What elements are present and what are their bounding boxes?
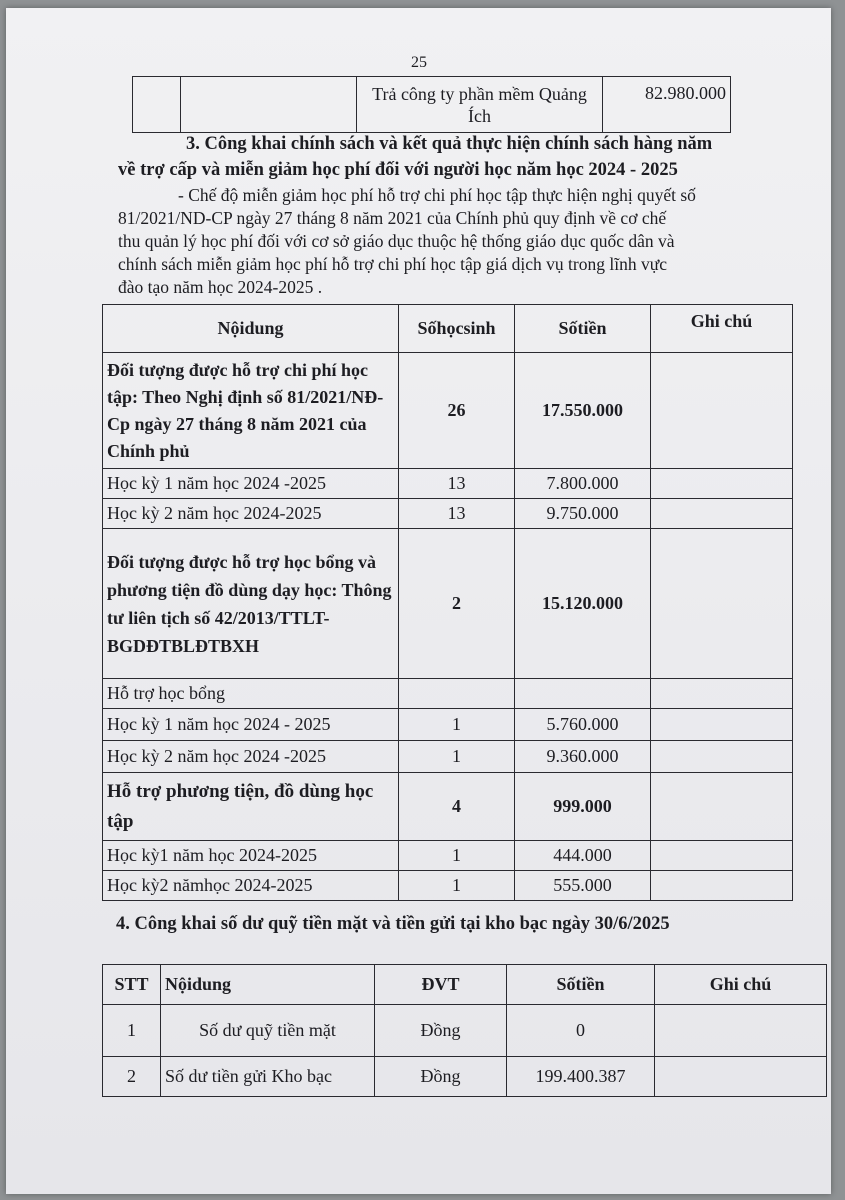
row-students: 4	[399, 773, 515, 841]
row-content: Hỗ trợ phương tiện, đồ dùng học tập	[103, 773, 399, 841]
table-row	[103, 679, 793, 709]
table-row	[103, 709, 793, 741]
document-page	[6, 8, 831, 1194]
table-row	[103, 841, 793, 871]
cash-balance-table	[102, 964, 827, 1097]
row-amount: 17.550.000	[515, 353, 651, 469]
row-amount	[515, 679, 651, 709]
section4-heading: 4. Công khai số dư quỹ tiền mặt và tiền gửi tại kho bạc ngày 30/6/2025	[116, 914, 670, 934]
table-row	[103, 353, 793, 469]
header-content: Nộidung	[103, 305, 399, 353]
row-content: Đối tượng được hỗ trợ học bổng và phương tiện đồ dùng dạy học: Thông tư liên tịch số 42/2013/TTLT-BGDĐTBLĐTBXH	[103, 529, 399, 679]
row-note	[651, 499, 793, 529]
support-table	[102, 304, 793, 901]
header-students: Sốhọcsinh	[399, 305, 515, 353]
row-note	[651, 679, 793, 709]
table-cell	[181, 77, 357, 133]
table-header-row	[103, 965, 827, 1005]
table-header-row	[103, 305, 793, 353]
row-note	[655, 1057, 827, 1097]
row-content: Học kỳ1 năm học 2024-2025	[103, 841, 399, 871]
row-stt: 2	[103, 1057, 161, 1097]
header-unit: ĐVT	[375, 965, 507, 1005]
row-note	[651, 353, 793, 469]
table-row	[133, 77, 731, 133]
row-content: Số dư tiền gửi Kho bạc	[161, 1057, 375, 1097]
table-row	[103, 469, 793, 499]
row-content: Hỗ trợ học bổng	[103, 679, 399, 709]
row-note	[651, 469, 793, 499]
row-students: 1	[399, 709, 515, 741]
row-amount: 555.000	[515, 871, 651, 901]
table-row	[103, 741, 793, 773]
section3-para-line: - Chế độ miễn giảm học phí hỗ trợ chi phí học tập thực hiện nghị quyết số	[178, 185, 696, 205]
section3-para-line: thu quản lý học phí đối với cơ sở giáo dục thuộc hệ thống giáo dục quốc dân và	[118, 231, 675, 251]
table-cell-amount: 82.980.000	[603, 77, 731, 133]
section3-para-line: chính sách miễn giảm học phí hỗ trợ chi phí học tập giá dịch vụ trong lĩnh vực	[118, 254, 667, 274]
section3-para-line: 81/2021/ND-CP ngày 27 tháng 8 năm 2021 của Chính phủ quy định về cơ chế	[118, 208, 667, 228]
header-note: Ghi chú	[655, 965, 827, 1005]
row-amount: 9.750.000	[515, 499, 651, 529]
row-content: Số dư quỹ tiền mặt	[161, 1005, 375, 1057]
row-note	[651, 871, 793, 901]
header-amount: Sốtiền	[515, 305, 651, 353]
top-table	[132, 76, 731, 133]
row-students: 13	[399, 499, 515, 529]
table-row	[103, 499, 793, 529]
table-row	[103, 1005, 827, 1057]
row-amount: 199.400.387	[507, 1057, 655, 1097]
section3-heading-line1: 3. Công khai chính sách và kết quả thực hiện chính sách hàng năm	[186, 134, 713, 154]
row-students: 1	[399, 741, 515, 773]
row-amount: 15.120.000	[515, 529, 651, 679]
row-unit: Đồng	[375, 1005, 507, 1057]
row-content: Học kỳ2 nămhọc 2024-2025	[103, 871, 399, 901]
table-row	[103, 529, 793, 679]
row-content: Học kỳ 1 năm học 2024 -2025	[103, 469, 399, 499]
row-students: 1	[399, 841, 515, 871]
row-amount: 7.800.000	[515, 469, 651, 499]
row-note	[651, 709, 793, 741]
row-content: Học kỳ 2 năm học 2024 -2025	[103, 741, 399, 773]
table-cell-content: Trả công ty phần mềm Quảng Ích	[357, 77, 603, 133]
row-amount: 444.000	[515, 841, 651, 871]
header-note: Ghi chú	[651, 305, 793, 353]
row-amount: 9.360.000	[515, 741, 651, 773]
header-stt: STT	[103, 965, 161, 1005]
row-note	[655, 1005, 827, 1057]
row-amount: 999.000	[515, 773, 651, 841]
row-note	[651, 741, 793, 773]
section3-heading-line2: về trợ cấp và miễn giảm học phí đối với người học năm học 2024 - 2025	[118, 160, 678, 180]
table-row	[103, 773, 793, 841]
row-amount: 5.760.000	[515, 709, 651, 741]
row-amount: 0	[507, 1005, 655, 1057]
row-content: Học kỳ 2 năm học 2024-2025	[103, 499, 399, 529]
row-note	[651, 841, 793, 871]
row-note	[651, 529, 793, 679]
header-amount: Sốtiền	[507, 965, 655, 1005]
row-students: 26	[399, 353, 515, 469]
row-unit: Đồng	[375, 1057, 507, 1097]
row-students: 13	[399, 469, 515, 499]
row-students: 1	[399, 871, 515, 901]
header-content: Nộidung	[161, 965, 375, 1005]
section3-para-line: đào tạo năm học 2024-2025 .	[118, 277, 323, 297]
row-content: Đối tượng được hỗ trợ chi phí học tập: Theo Nghị định số 81/2021/NĐ-Cp ngày 27 tháng 8 năm 2021 của Chính phủ	[103, 353, 399, 469]
table-row	[103, 1057, 827, 1097]
table-cell	[133, 77, 181, 133]
page-number: 25	[411, 54, 427, 71]
table-row	[103, 871, 793, 901]
row-students	[399, 679, 515, 709]
row-students: 2	[399, 529, 515, 679]
row-note	[651, 773, 793, 841]
row-content: Học kỳ 1 năm học 2024 - 2025	[103, 709, 399, 741]
row-stt: 1	[103, 1005, 161, 1057]
